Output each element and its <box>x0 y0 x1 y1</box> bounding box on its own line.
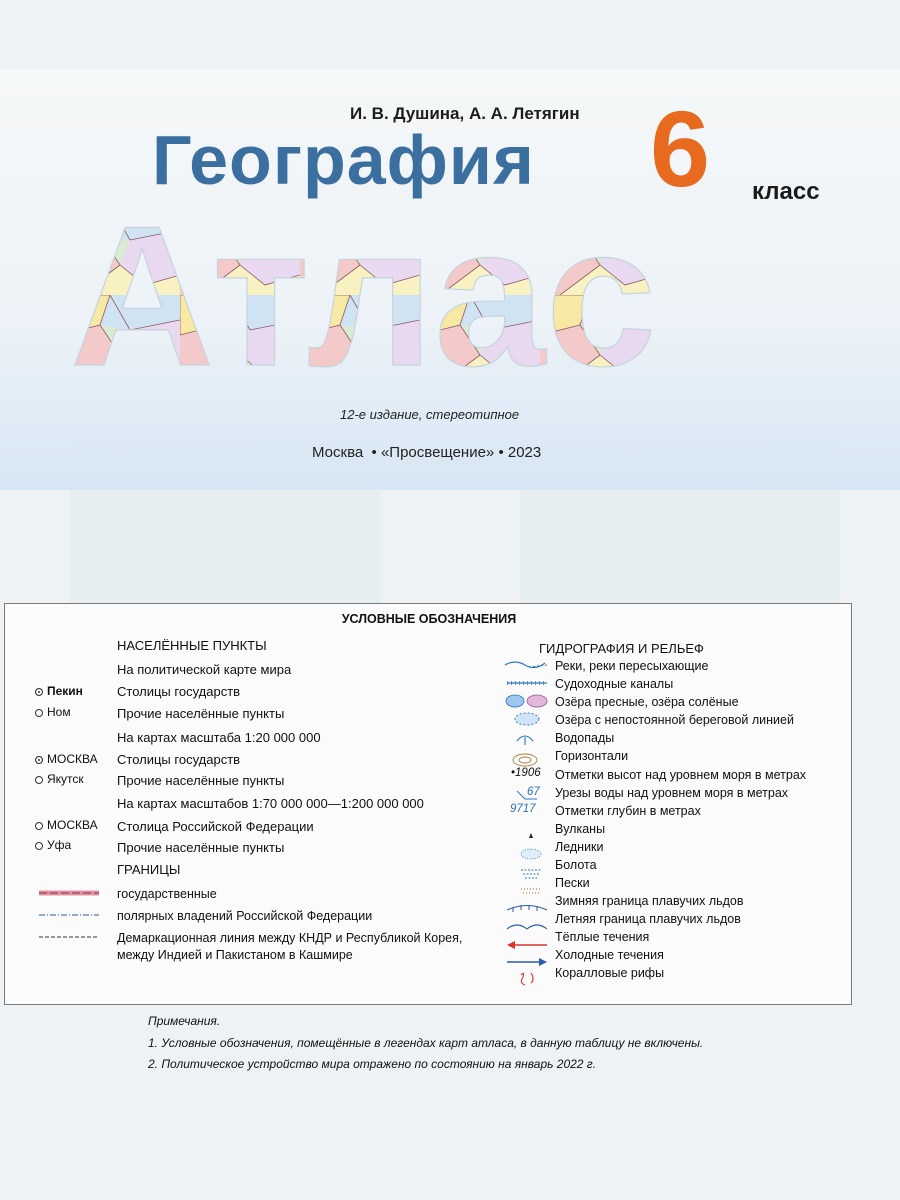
scale-20m-subheading: На картах масштаба 1:20 000 000 <box>117 730 321 745</box>
hydro-item: Пески <box>555 876 590 890</box>
edition-note: 12-е издание, стереотипное <box>340 407 520 422</box>
glacier-icon <box>521 849 541 859</box>
world-political-subheading: На политической карте мира <box>117 662 292 677</box>
salt-lake-icon <box>527 695 547 707</box>
borders-heading: ГРАНИЦЫ <box>117 862 181 877</box>
hydro-item: Холодные течения <box>555 948 664 962</box>
depth-sample: 9717 <box>510 803 536 815</box>
hydro-item: Вулканы <box>555 822 606 836</box>
legend-title: УСЛОВНЫЕ ОБОЗНАЧЕНИЯ <box>341 612 517 626</box>
hydro-item: Отметки высот над уровнем моря в метрах <box>555 768 807 782</box>
settlements-heading: НАСЕЛЁННЫЕ ПУНКТЫ <box>117 638 267 653</box>
town-dot-icon <box>35 842 43 850</box>
capital-label: Столицы государств <box>117 684 241 699</box>
fresh-lake-icon <box>506 695 524 707</box>
publisher-line: Москва • «Просвещение» • 2023 <box>312 444 542 461</box>
intermittent-lake-icon <box>515 713 539 725</box>
demarcation-label-2: между Индией и Пакистаном в Кашмире <box>117 948 353 962</box>
hydro-item: Озёра с непостоянной береговой линией <box>555 713 794 727</box>
capital-70m-sample: МОСКВА <box>35 818 98 832</box>
grade-label: класс <box>752 178 820 205</box>
hydro-heading: ГИДРОГРАФИЯ И РЕЛЬЕФ <box>539 641 704 656</box>
capital-70m-label: Столица Российской Федерации <box>117 819 314 834</box>
grade-number: 6 <box>650 88 711 209</box>
hydro-item: Реки, реки пересыхающие <box>555 659 709 673</box>
elevation-sample: •1906 <box>511 767 541 779</box>
water-level-sample: 67 <box>527 786 540 798</box>
state-border-label: государственные <box>117 887 217 901</box>
town-70m-sample: Уфа <box>35 838 71 852</box>
town-label: Прочие населённые пункты <box>117 706 285 721</box>
hydro-item: Горизонтали <box>555 749 629 763</box>
hydro-item: Коралловые рифы <box>555 966 665 980</box>
atlas-title <box>60 205 820 385</box>
demarcation-label-1: Демаркационная линия между КНДР и Республикой Корея, <box>117 931 463 945</box>
town-dot-icon <box>35 709 43 717</box>
capital-sample: Пекин <box>35 684 83 698</box>
swamp-icon <box>521 870 541 878</box>
note-2: 2. Политическое устройство мира отражено по состоянию на январь 2022 г. <box>148 1057 597 1071</box>
atlas-word: Атлас <box>70 205 657 385</box>
hydro-item: Зимняя граница плавучих льдов <box>555 894 744 908</box>
hydro-item: Водопады <box>555 731 615 745</box>
capital-dot-icon <box>35 822 43 830</box>
town-dot-icon <box>35 776 43 784</box>
waterfall-icon <box>517 736 533 745</box>
legend-box <box>4 603 852 1005</box>
hydro-item: Урезы воды над уровнем моря в метрах <box>555 786 789 800</box>
town-20m-sample: Якутск <box>35 772 84 786</box>
capital-20m-sample: МОСКВА <box>35 752 98 766</box>
sand-icon <box>521 889 541 893</box>
capital-20m-label: Столицы государств <box>117 752 241 767</box>
note-1: 1. Условные обозначения, помещённые в легендах карт атласа, в данную таблицу не включены. <box>148 1036 704 1050</box>
hydro-item: Отметки глубин в метрах <box>555 804 701 818</box>
hydro-item: Летняя граница плавучих льдов <box>555 912 741 926</box>
coral-reef-icon <box>521 973 533 985</box>
border-samples <box>39 887 103 957</box>
subject-title: География <box>152 121 535 199</box>
capital-dot-icon <box>35 688 43 696</box>
authors: И. В. Душина, А. А. Летягин <box>350 104 580 123</box>
scale-70m-subheading: На картах масштабов 1:70 000 000—1:200 000 000 <box>117 796 424 811</box>
volcano-icon <box>529 833 533 838</box>
town-sample: Ном <box>35 705 71 719</box>
town-20m-label: Прочие населённые пункты <box>117 773 285 788</box>
capital-dot-icon <box>35 756 43 764</box>
hydro-item: Судоходные каналы <box>555 677 674 691</box>
hydro-item: Болота <box>555 858 597 872</box>
hydro-item: Тёплые течения <box>555 930 650 944</box>
hydro-item: Озёра пресные, озёра солёные <box>555 695 739 709</box>
hydro-item: Ледники <box>555 840 604 854</box>
polar-border-label: полярных владений Российской Федерации <box>117 909 373 923</box>
contour-icon <box>513 754 537 766</box>
town-70m-label: Прочие населённые пункты <box>117 840 285 855</box>
hydro-symbols <box>503 657 551 987</box>
river-icon <box>505 662 545 668</box>
notes-heading: Примечания. <box>148 1014 221 1028</box>
summer-ice-icon <box>507 925 547 929</box>
